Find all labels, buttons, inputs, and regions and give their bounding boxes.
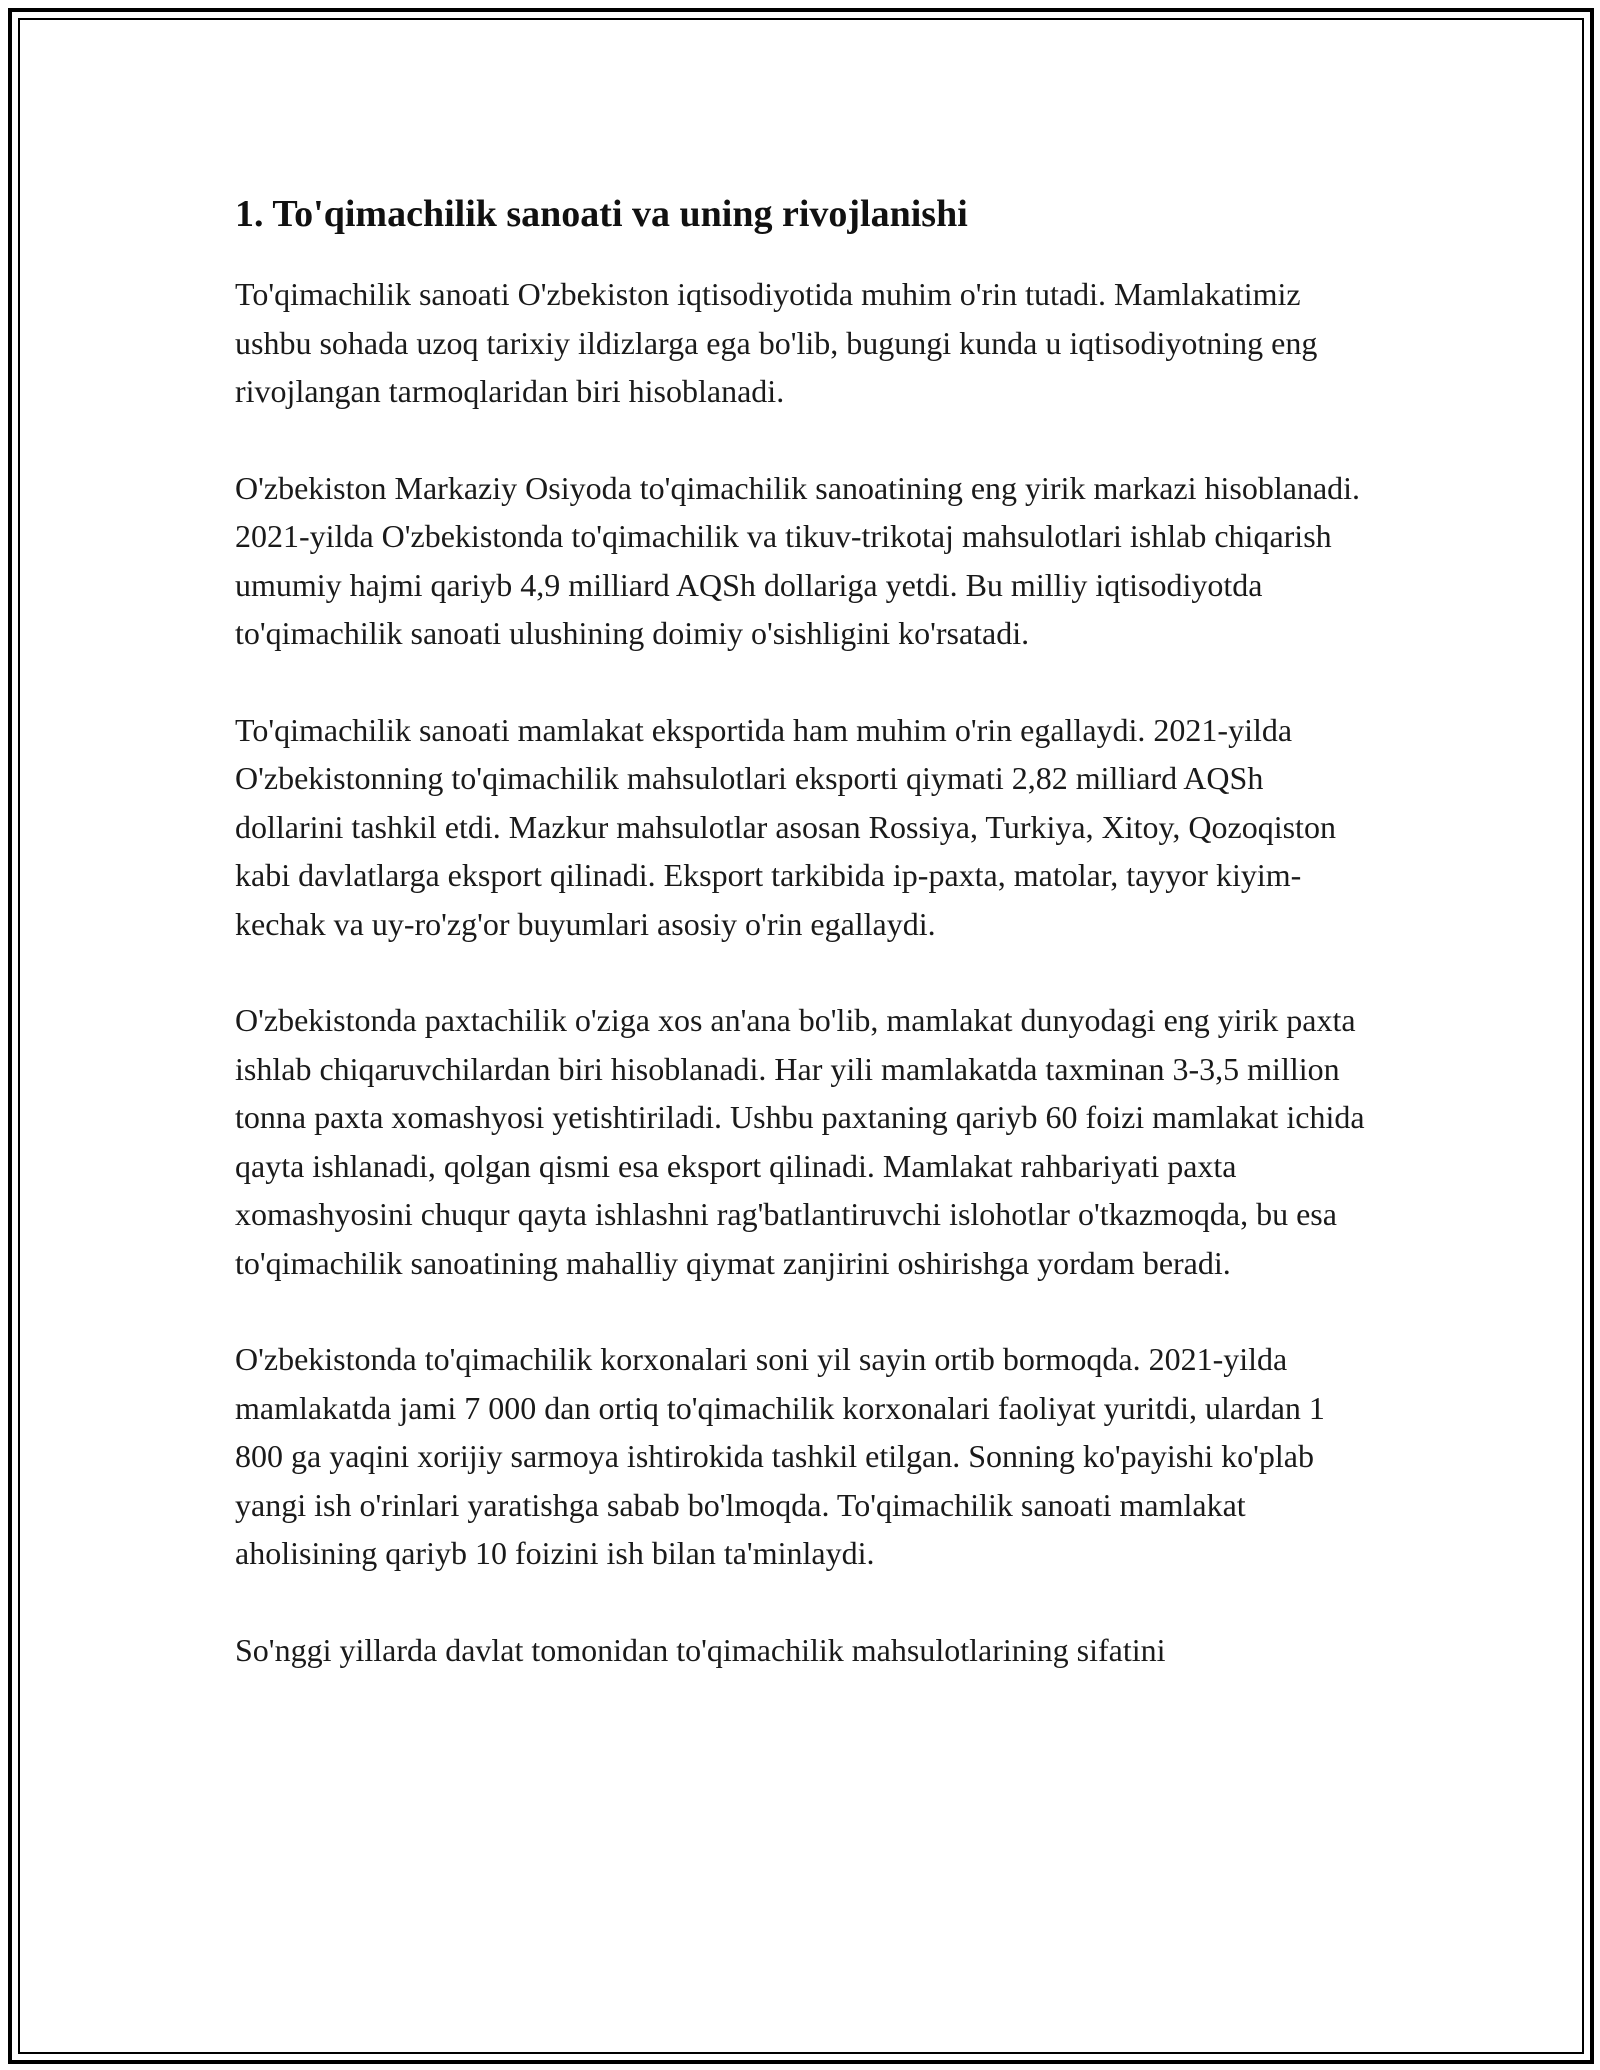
paragraph-enterprises: O'zbekistonda to'qimachilik korxonalari soni yil sayin ortib bormoqda. 2021-yilda mamlakatda jami 7 000 dan ortiq to'qimachilik korxonalari faoliyat yuritdi, ulardan 1 800 ga yaqini xorijiy sarmoya ishtirokida tashkil etilgan. Sonning ko'payishi ko'plab yangi ish o'rinlari yaratishga sabab bo'lmoqda. To'qimachilik sanoati mamlakat aholisining qariyb 10 foizini ish bilan ta'minlaydi. xyxy=(235,1341,1325,1571)
paragraph-quality: So'nggi yillarda davlat tomonidan to'qimachilik mahsulotlarining sifatini xyxy=(235,1631,1166,1668)
paragraph-production: O'zbekiston Markaziy Osiyoda to'qimachilik sanoatining eng yirik markazi hisoblanadi. 2021-yilda O'zbekistonda to'qimachilik va tikuv-trikotaj mahsulotlari ishlab chiqarish umumiy hajmi qariyb 4,9 milliard AQSh dollariga yetdi. Bu milliy iqtisodiyotda to'qimachilik sanoati ulushining doimiy o'sishligini ko'rsatadi. xyxy=(235,469,1361,651)
paragraph-export: To'qimachilik sanoati mamlakat eksportida ham muhim o'rin egallaydi. 2021-yilda O'zbekistonning to'qimachilik mahsulotlari eksporti qiymati 2,82 milliard AQSh dollarini tashkil etdi. Mazkur mahsulotlar asosan Rossiya, Turkiya, Xitoy, Qozoqiston kabi davlatlarga eksport qilinadi. Eksport tarkibida ip-paxta, matolar, tayyor kiyim-kechak va uy-ro'zg'or buyumlari asosiy o'rin egallaydi. xyxy=(235,711,1336,942)
section-heading: 1. To'qimachilik sanoati va uning rivojlanishi xyxy=(235,193,968,235)
document-body xyxy=(235,190,1365,1722)
paragraph-cotton: O'zbekistonda paxtachilik o'ziga xos an'ana bo'lib, mamlakat dunyodagi eng yirik paxta ishlab chiqaruvchilardan biri hisoblanadi. Har yili mamlakatda taxminan 3-3,5 million tonna paxta xomashyosi yetishtiriladi. Ushbu paxtaning qariyb 60 foizi mamlakat ichida qayta ishlanadi, qolgan qismi esa eksport qilinadi. Mamlakat rahbariyati paxta xomashyosini chuqur qayta ishlashni rag'batlantiruvchi islohotlar o'tkazmoqda, bu esa to'qimachilik sanoatining mahalliy qiymat zanjirini oshirishga yordam beradi. xyxy=(235,1002,1365,1281)
paragraph-intro: To'qimachilik sanoati O'zbekiston iqtisodiyotida muhim o'rin tutadi. Mamlakatimiz ushbu sohada uzoq tarixiy ildizlarga ega bo'lib, bugungi kunda u iqtisodiyotning eng rivojlangan tarmoqlaridan biri hisoblanadi. xyxy=(235,276,1318,409)
